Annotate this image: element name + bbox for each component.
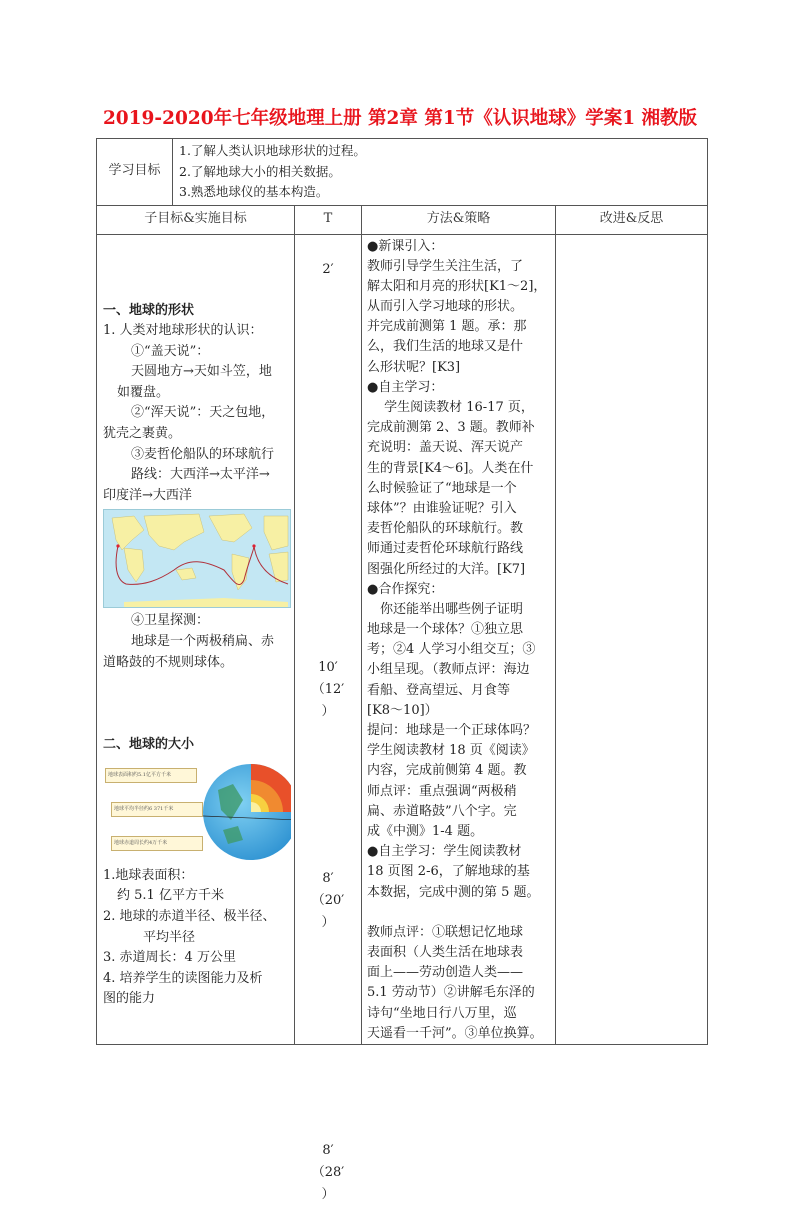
method-line: 球体”？由谁验证呢？引入	[367, 500, 517, 516]
method-line: 图强化所经过的大洋。[K7]	[367, 561, 526, 577]
globe-callout: 地球赤道周长约4万千米	[111, 836, 203, 851]
text-line: 平均半径	[143, 929, 196, 945]
time-value: ）	[321, 703, 335, 719]
method-line: 考；②4 人学习小组交互；③	[367, 642, 536, 658]
method-line: 充说明：盖天说、浑天说产	[367, 440, 524, 456]
method-line: ●新课引入：	[367, 238, 444, 254]
text-line: 道略鼓的不规则球体。	[103, 654, 234, 670]
time-value: 8′	[322, 870, 334, 886]
method-line: 提问：地球是一个正球体吗？	[367, 723, 537, 738]
time-value: 2′	[322, 261, 334, 277]
time-value: （28′	[311, 1164, 345, 1180]
world-map-magellan-route-image	[103, 509, 291, 608]
method-line: [K8～10]）	[367, 702, 438, 718]
learning-goals-list	[173, 139, 708, 206]
methods-cell	[362, 234, 556, 1045]
method-line: 18 页图 2-6，了解地球的基	[367, 864, 530, 880]
method-line: 学生阅读教材 18 页《阅读》	[367, 743, 535, 759]
method-line: 诗句“坐地日行八万里，巡	[367, 1005, 517, 1021]
method-line: ●自主学习：学生阅读教材	[367, 844, 522, 860]
text-line: 路线：大西洋→太平洋→	[131, 467, 270, 483]
text-line: 地球是一个两极稍扁、赤	[131, 634, 275, 650]
method-line: 5.1 劳动节）②讲解毛东泽的	[367, 985, 535, 1001]
method-line: 完成前测第 2、3 题。教师补	[367, 420, 535, 436]
method-line	[367, 903, 551, 923]
column-header-row	[97, 205, 708, 234]
section-heading-shape: 一、地球的形状	[103, 302, 195, 318]
method-line: 并完成前测第 1 题。承：那	[367, 319, 527, 335]
header-methods: 方法&策略	[362, 205, 556, 234]
text-line: ④卫星探测：	[131, 613, 210, 629]
globe-callout: 地球表面积约5.1亿平方千米	[105, 768, 197, 783]
text-line: ③麦哲伦船队的环球航行	[131, 446, 275, 462]
goal-item: 2.了解地球大小的相关数据。	[179, 163, 341, 179]
method-line: 本数据，完成中测的第 5 题。	[367, 884, 540, 900]
method-line: 扁、赤道略鼓”八个字。完	[367, 803, 517, 819]
methods-text	[367, 237, 551, 1045]
text-line: 1. 人类对地球形状的认识：	[103, 323, 263, 339]
method-line: 天遥看一千河”。③单位换算。	[367, 1025, 543, 1041]
method-line: 小组呈现。（教师点评：海边	[367, 662, 530, 678]
text-line: 2. 地球的赤道半径、极半径、	[103, 909, 276, 924]
time-value: ）	[321, 1186, 335, 1202]
time-cell	[295, 234, 362, 1202]
text-line: 1.地球表面积：	[103, 867, 194, 883]
text-line: 如覆盘。	[117, 384, 170, 400]
method-line: 从而引入学习地球的形状。	[367, 299, 524, 315]
text-line: 3. 赤道周长：4 万公里	[103, 950, 236, 966]
method-line: 地球是一个球体？①独立思	[367, 622, 524, 638]
lesson-plan-table	[96, 138, 708, 1202]
earth-cross-section-image	[103, 760, 291, 860]
globe-callout: 地球平均半径约6 371千米	[111, 802, 203, 817]
method-line: 教师引导学生关注生活，了	[367, 258, 524, 274]
method-line: 面上——劳动创造人类——	[367, 965, 524, 981]
reflection-cell	[556, 234, 708, 1045]
time-value: （20′	[311, 892, 345, 908]
method-line: 生的背景[K4～6]。人类在什	[367, 460, 534, 476]
time-value: 10′	[318, 659, 338, 675]
method-line: 师通过麦哲伦环球航行路线	[367, 541, 524, 557]
document-title: 2019-2020年七年级地理上册 第2章 第1节《认识地球》学案1 湘教版	[102, 108, 698, 129]
text-line: ①“盖天说”：	[131, 343, 210, 359]
method-line: 师点评：重点强调“两极稍	[367, 783, 517, 799]
method-line: 么，我们生活的地球又是什	[367, 339, 524, 355]
text-line: 天圆地方→天如斗笠，地	[131, 364, 272, 380]
learning-goals-label: 学习目标	[97, 139, 173, 206]
learning-goals-row	[97, 139, 708, 206]
text-line: ②“浑天说”：天之包地，	[131, 405, 275, 421]
method-line: 表面积（人类生活在地球表	[367, 945, 524, 961]
method-line: 么形状呢？[K3]	[367, 359, 461, 375]
method-line: 解太阳和月亮的形状[K1～2]，	[367, 278, 547, 294]
time-value: ）	[321, 914, 335, 930]
method-line: ●自主学习：	[367, 379, 444, 395]
method-line: 你还能举出哪些例子证明	[367, 601, 524, 617]
method-line: 成《中测》1-4 题。	[367, 823, 484, 839]
method-line: 看船、登高望远、月食等	[367, 682, 511, 698]
method-line: 学生阅读教材 16-17 页，	[367, 400, 534, 415]
text-line: 约 5.1 亿平方千米	[117, 888, 224, 904]
map-graphic	[104, 510, 290, 607]
section-heading-size: 二、地球的大小	[103, 737, 195, 753]
goal-item: 3.熟悉地球仪的基本构造。	[179, 184, 329, 199]
method-line: 内容，完成前侧第 4 题。教	[367, 763, 527, 779]
header-sub-goals: 子目标&实施目标	[97, 205, 295, 234]
sub-goals-cell	[97, 234, 295, 1045]
method-line: 么时候验证了“地球是一个	[367, 480, 517, 496]
time-value: （12′	[311, 681, 345, 697]
header-time: T	[295, 205, 362, 234]
text-line: 印度洋→大西洋	[103, 487, 192, 503]
method-line: 教师点评：①联想记忆地球	[367, 924, 524, 940]
header-reflection: 改进&反思	[556, 205, 708, 234]
content-row	[97, 234, 708, 1045]
text-line: 图的能力	[103, 991, 156, 1007]
method-line: ●合作探究：	[367, 581, 444, 597]
goal-item: 1.了解人类认识地球形状的过程。	[179, 143, 366, 158]
text-line: 犹壳之裹黄。	[103, 426, 182, 442]
time-value: 8′	[322, 1142, 334, 1158]
text-line: 4. 培养学生的读图能力及析	[103, 970, 263, 986]
method-line: 麦哲伦船队的环球航行。教	[367, 521, 524, 537]
